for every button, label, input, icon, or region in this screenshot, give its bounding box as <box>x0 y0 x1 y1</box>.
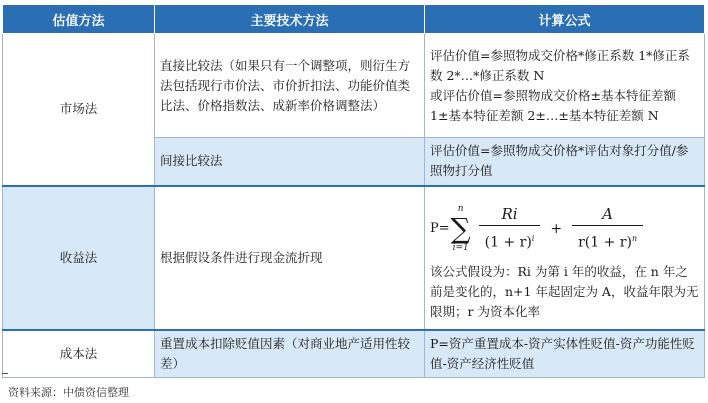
sigma-glyph: ∑ <box>450 211 471 245</box>
sum-lower-limit: i=1 <box>452 242 469 253</box>
cost-method-cell: 成本法 <box>3 330 155 378</box>
denominator-2-text: r(1 + r) <box>578 234 632 251</box>
header-main-technique: 主要技术方法 <box>155 5 425 34</box>
income-method-cell: 收益法 <box>3 186 155 330</box>
header-valuation-method: 估值方法 <box>3 5 155 34</box>
cost-technique: 重置成本扣除贬值因素（对商业地产适用性较差） <box>155 330 425 378</box>
income-row <box>3 186 705 330</box>
fraction-2-numerator: A <box>602 205 614 224</box>
valuation-methods-table <box>2 4 705 378</box>
income-formula-cell <box>425 186 705 330</box>
fraction-1-numerator: Ri <box>501 205 518 224</box>
exponent-2: n <box>631 234 638 244</box>
footnote-tick <box>2 373 8 374</box>
formula-lhs: P= <box>430 220 450 236</box>
fraction-2-denominator <box>572 225 643 254</box>
denominator-1-text: (1 + r) <box>484 234 532 251</box>
income-formula-description: 该公式假设为：Ri 为第 i 年的收益，在 n 年之前是变化的，n+1 年起固定为 A，收益年限为无限期；r 为资本化率 <box>430 263 699 319</box>
plus-sign: + <box>550 220 563 237</box>
market-direct-technique: 直接比较法（如果只有一个调整项，则衍生方法包括现行市价法、市价折扣法、功能价值类比法、价格指数法、成新率价格调整法） <box>155 34 425 138</box>
fraction-2 <box>572 203 643 254</box>
table-header-row <box>3 5 705 34</box>
market-method-cell: 市场法 <box>3 34 155 186</box>
source-note: 资料来源：中债资信整理 <box>8 386 129 399</box>
header-formula: 计算公式 <box>425 5 705 34</box>
income-formula <box>430 198 699 260</box>
market-indirect-formula: 评估价值=参照物成交价格*评估对象打分值/参照物打分值 <box>425 138 705 186</box>
sum-upper-limit: n <box>457 203 464 214</box>
market-indirect-technique: 间接比较法 <box>155 138 425 186</box>
market-direct-formula-2: 或评估价值=参照物成交价格±基本特征差额 1±基本特征差额 2±…±基本特征差额 N <box>430 87 676 123</box>
exponent-1: i <box>531 234 535 244</box>
valuation-table-wrapper <box>2 4 704 378</box>
cost-formula: P=资产重置成本-资产实体性贬值-资产功能性贬值-资产经济性贬值 <box>425 330 705 378</box>
market-direct-formula-1: 评估价值=参照物成交价格*修正系数 1*修正系数 2*…*修正系数 N <box>430 47 690 83</box>
summation-symbol <box>451 204 471 254</box>
income-technique: 根据假设条件进行现金流折现 <box>155 186 425 330</box>
cost-row <box>3 330 705 378</box>
fraction-1 <box>479 203 541 254</box>
market-direct-formula <box>425 34 705 138</box>
fraction-1-denominator <box>479 225 541 254</box>
market-direct-row <box>3 34 705 138</box>
